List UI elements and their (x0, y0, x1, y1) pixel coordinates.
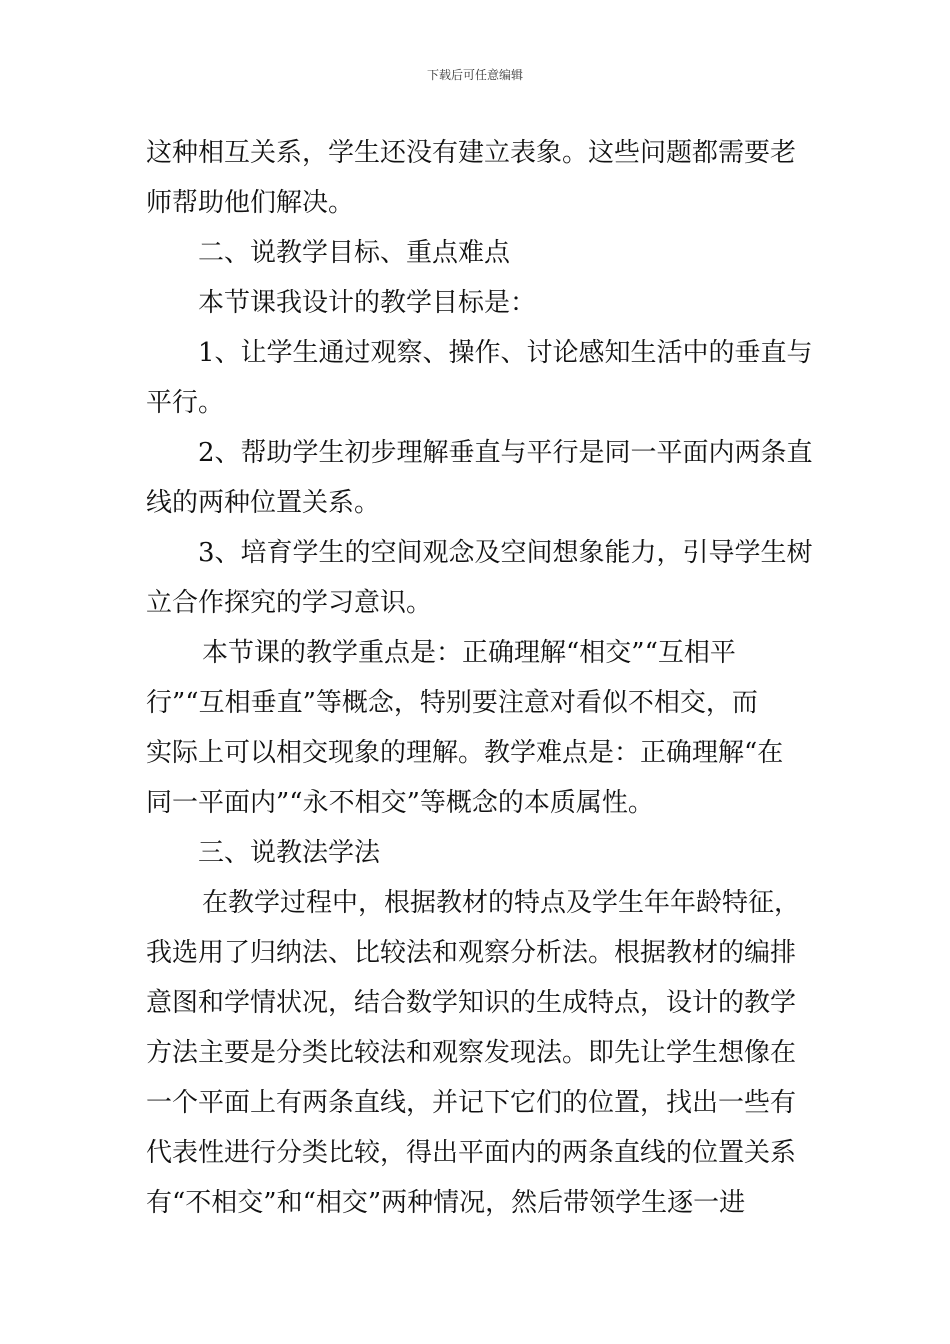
list-item: 1、让学生通过观察、操作、讨论感知生活中的垂直与 (198, 338, 813, 368)
section-heading: 三、说教法学法 (198, 838, 381, 868)
list-item: 3、培育学生的空间观念及空间想象能力，引导学生树 (198, 538, 813, 568)
text-line: 意图和学情状况，结合数学知识的生成特点，设计的教学 (146, 988, 797, 1018)
text-line: 同一平面内”“永不相交”等概念的本质属性。 (146, 788, 654, 818)
text-line: 立合作探究的学习意识。 (146, 588, 433, 618)
text-line: 方法主要是分类比较法和观察发现法。即先让学生想像在 (146, 1038, 797, 1068)
text-line: 师帮助他们解决。 (146, 188, 355, 218)
text-line: 在教学过程中，根据教材的特点及学生年年龄特征， (202, 888, 801, 918)
text-line: 行”“互相垂直”等概念，特别要注意对看似不相交，而 (146, 688, 758, 718)
text-line: 我选用了归纳法、比较法和观察分析法。根据教材的编排 (146, 938, 797, 968)
text-line: 这种相互关系，学生还没有建立表象。这些问题都需要老 (146, 138, 797, 168)
text-line: 平行。 (146, 388, 225, 418)
text-line: 有“不相交”和“相交”两种情况，然后带领学生逐一进 (146, 1188, 746, 1218)
text-line: 本节课的教学重点是：正确理解“相交”“互相平 (202, 638, 736, 668)
document-body (146, 128, 813, 1228)
text-line: 一个平面上有两条直线，并记下它们的位置，找出一些有 (146, 1088, 797, 1118)
text-line: 代表性进行分类比较，得出平面内的两条直线的位置关系 (146, 1138, 797, 1168)
list-item: 2、帮助学生初步理解垂直与平行是同一平面内两条直 (198, 438, 813, 468)
text-line: 实际上可以相交现象的理解。教学难点是：正确理解“在 (146, 738, 784, 768)
section-heading: 二、说教学目标、重点难点 (198, 238, 511, 268)
text-line: 线的两种位置关系。 (146, 488, 381, 518)
text-line: 本节课我设计的教学目标是： (198, 288, 537, 318)
page-header: 下载后可任意编辑 (426, 68, 523, 82)
